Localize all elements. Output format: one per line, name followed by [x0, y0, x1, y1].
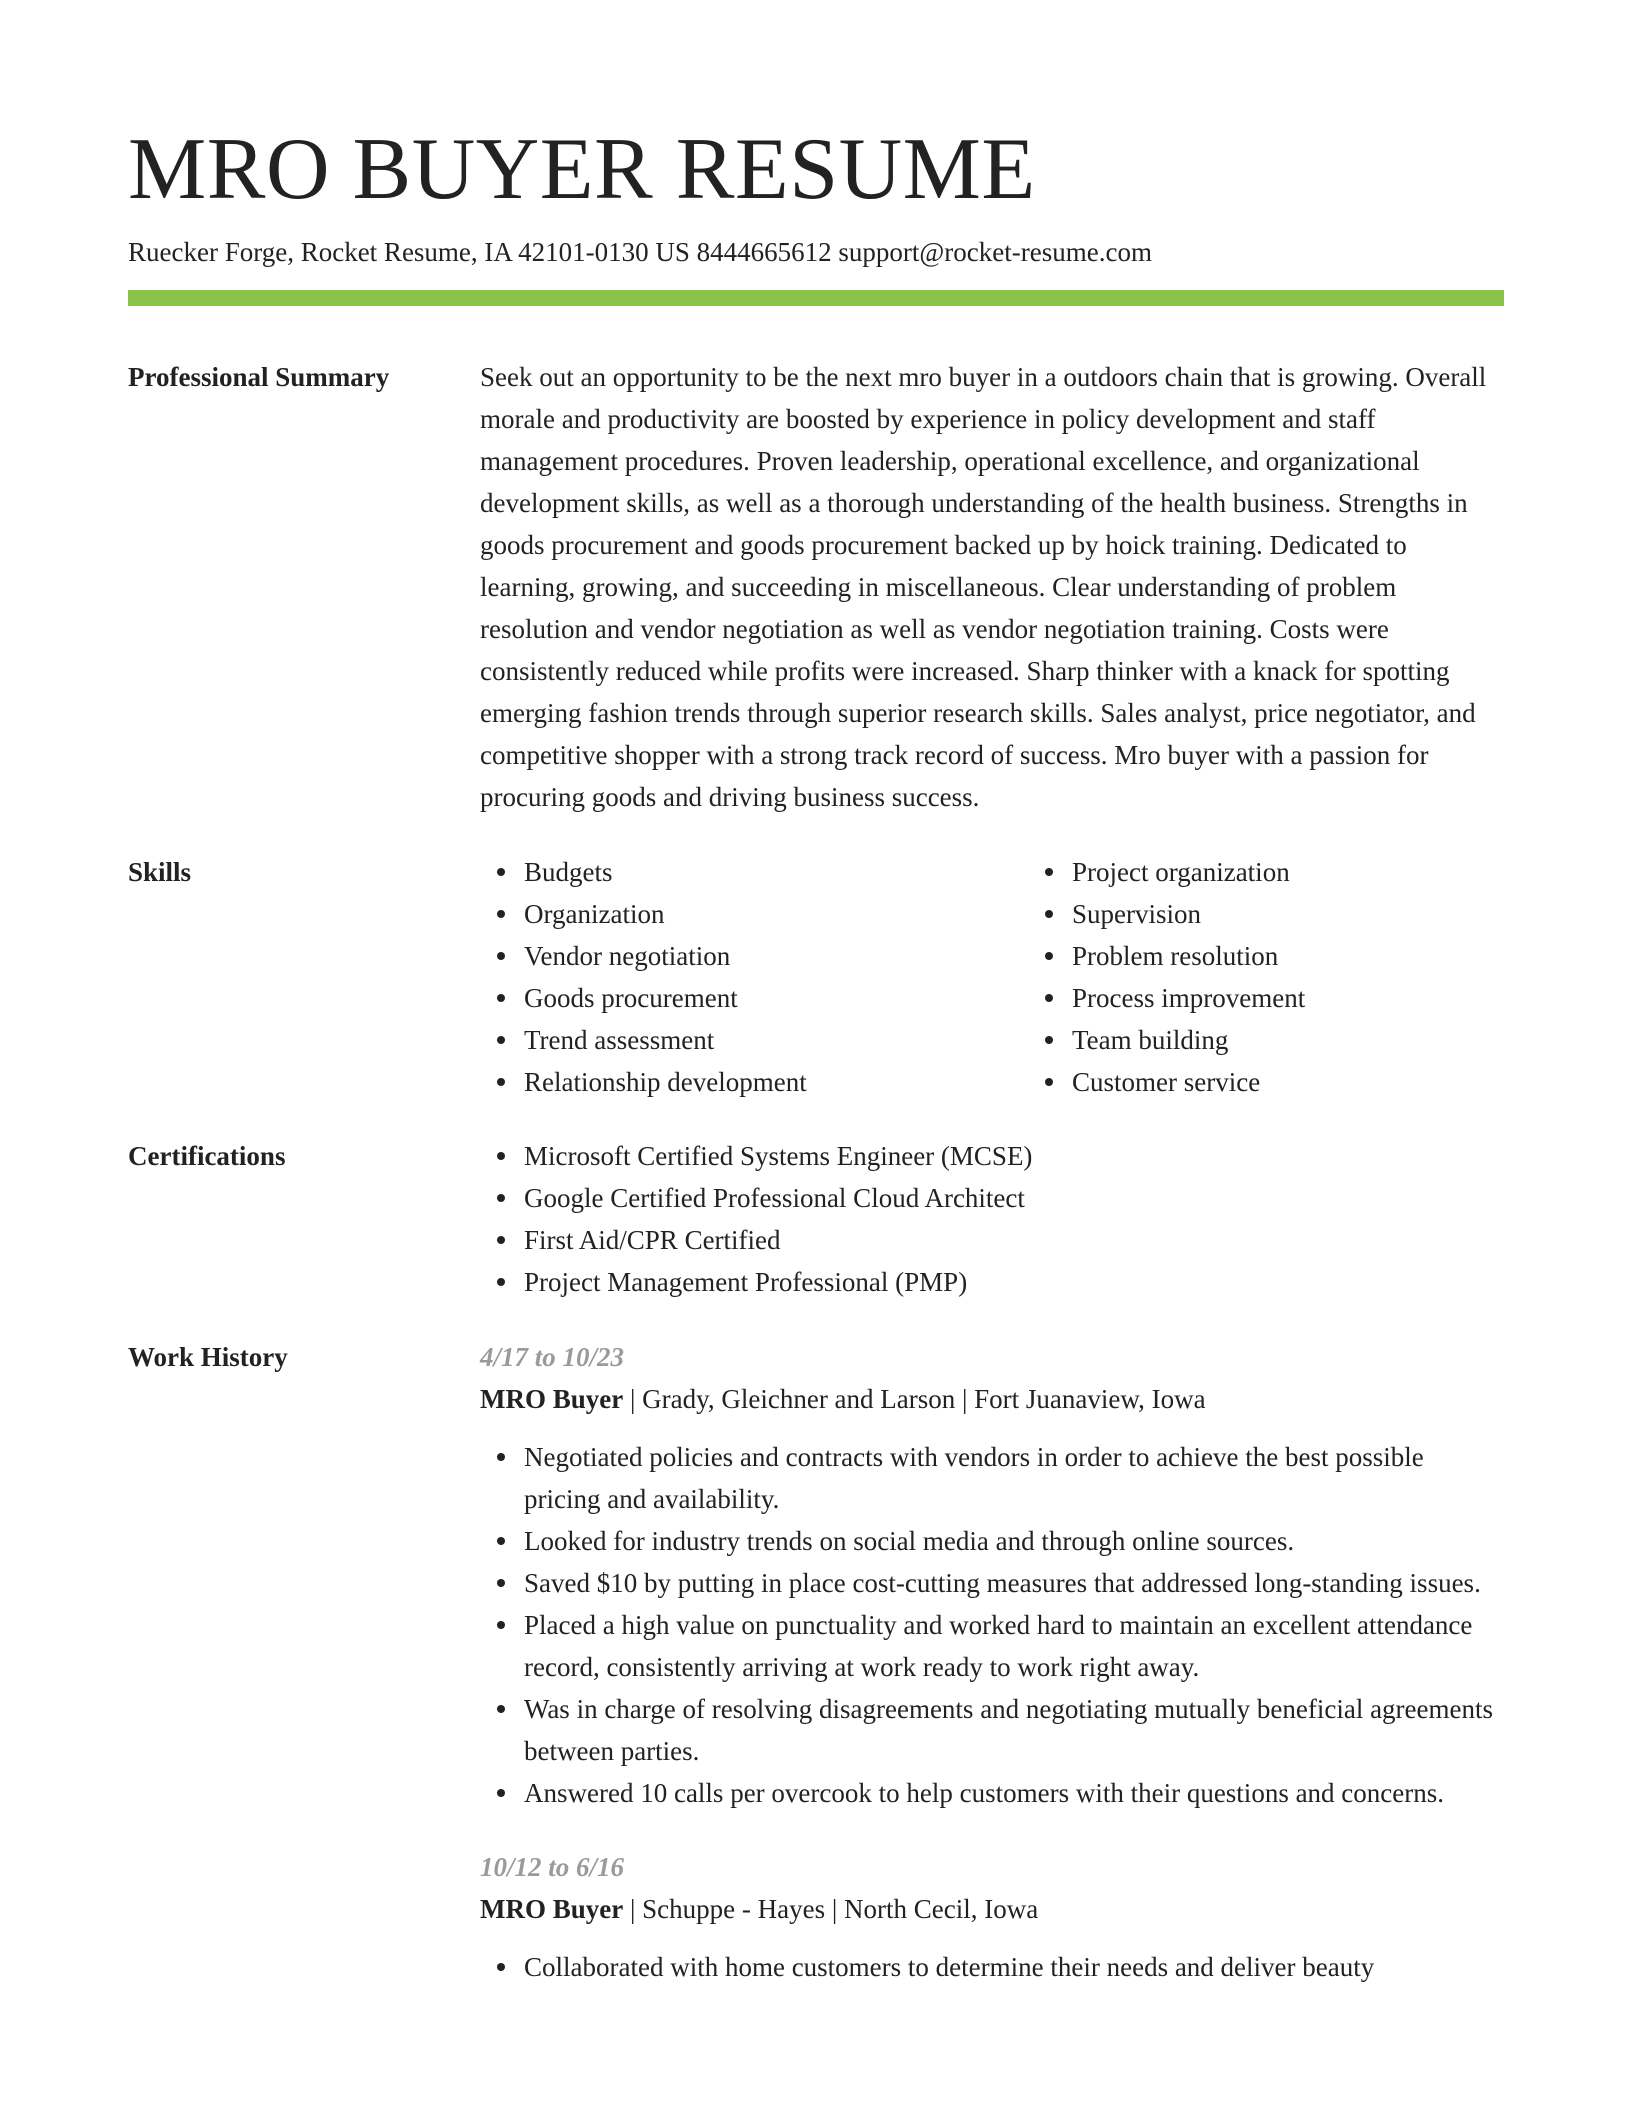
skill-item: Project organization [1072, 851, 1532, 893]
skill-item: Vendor negotiation [524, 935, 984, 977]
work-history-section [128, 1336, 1504, 1988]
job-dates: 10/12 to 6/16 [480, 1852, 625, 1882]
certifications-section [128, 1135, 1504, 1303]
accent-divider [128, 290, 1504, 306]
skill-item: Budgets [524, 851, 984, 893]
professional-summary-section [128, 356, 1504, 818]
work-history-body [480, 1336, 1504, 1988]
job-heading [480, 1888, 1504, 1930]
job-title: MRO Buyer [480, 1384, 624, 1414]
responsibility-item: Answered 10 calls per overcook to help customers with their questions and concerns. [524, 1772, 1504, 1814]
job-title: MRO Buyer [480, 1894, 624, 1924]
skill-item: Organization [524, 893, 984, 935]
responsibility-item: Negotiated policies and contracts with vendors in order to achieve the best possible pricing and availability. [524, 1436, 1504, 1520]
certification-item: Project Management Professional (PMP) [524, 1261, 1504, 1303]
resume-page [128, 118, 1504, 1988]
skill-item: Team building [1072, 1019, 1532, 1061]
certification-item: Microsoft Certified Systems Engineer (MCSE) [524, 1135, 1504, 1177]
job-responsibilities [480, 1946, 1504, 1988]
summary-text: Seek out an opportunity to be the next mro buyer in a outdoors chain that is growing. Overall morale and productivity are boosted by experience in policy development and staff management procedures. Proven leadership, operational excellence, and organizational development skills, as well as a thorough understanding of the health business. Strengths in goods procurement and goods procurement backed up by hoick training. Dedicated to learning, growing, and succeeding in miscellaneous. Clear understanding of problem resolution and vendor negotiation as well as vendor negotiation training. Costs were consistently reduced while profits were increased. Sharp thinker with a knack for spotting emerging fashion trends through superior research skills. Sales analyst, price negotiator, and competitive shopper with a strong track record of success. Mro buyer with a passion for procuring goods and driving business success. [480, 362, 1487, 812]
skill-item: Supervision [1072, 893, 1532, 935]
certification-item: First Aid/CPR Certified [524, 1219, 1504, 1261]
resume-title: MRO BUYER RESUME [128, 121, 1036, 218]
certifications-body [480, 1135, 1504, 1303]
skills-section [128, 851, 1504, 1103]
job-responsibilities [480, 1436, 1504, 1814]
skills-list-left [480, 851, 984, 1103]
contact-info: Ruecker Forge, Rocket Resume, IA 42101-0130 US 8444665612 support@rocket-resume.com [128, 237, 1152, 267]
responsibility-item: Looked for industry trends on social media and through online sources. [524, 1520, 1504, 1562]
job-company-location: | Grady, Gleichner and Larson | Fort Juanaview, Iowa [623, 1384, 1206, 1414]
responsibility-item: Collaborated with home customers to determine their needs and deliver beauty [524, 1946, 1504, 1988]
job-entry [480, 1846, 1504, 1988]
skill-item: Relationship development [524, 1061, 984, 1103]
skill-item: Process improvement [1072, 977, 1532, 1019]
section-label-certifications: Certifications [128, 1141, 286, 1171]
job-company-location: | Schuppe - Hayes | North Cecil, Iowa [623, 1894, 1039, 1924]
responsibility-item: Was in charge of resolving disagreements and negotiating mutually beneficial agreements between parties. [524, 1688, 1504, 1772]
job-entry [480, 1336, 1504, 1814]
skill-item: Problem resolution [1072, 935, 1532, 977]
section-label-summary: Professional Summary [128, 362, 390, 392]
job-heading [480, 1378, 1504, 1420]
skill-item: Trend assessment [524, 1019, 984, 1061]
skill-item: Customer service [1072, 1061, 1532, 1103]
certifications-list [480, 1135, 1504, 1303]
section-label-work-history: Work History [128, 1342, 288, 1372]
skills-list-right [1028, 851, 1532, 1103]
responsibility-item: Saved $10 by putting in place cost-cutting measures that addressed long-standing issues. [524, 1562, 1504, 1604]
responsibility-item: Placed a high value on punctuality and worked hard to maintain an excellent attendance record, consistently arriving at work ready to work right away. [524, 1604, 1504, 1688]
job-dates: 4/17 to 10/23 [480, 1342, 625, 1372]
certification-item: Google Certified Professional Cloud Architect [524, 1177, 1504, 1219]
section-label-skills: Skills [128, 857, 192, 887]
skills-columns [480, 851, 1576, 1103]
skill-item: Goods procurement [524, 977, 984, 1019]
